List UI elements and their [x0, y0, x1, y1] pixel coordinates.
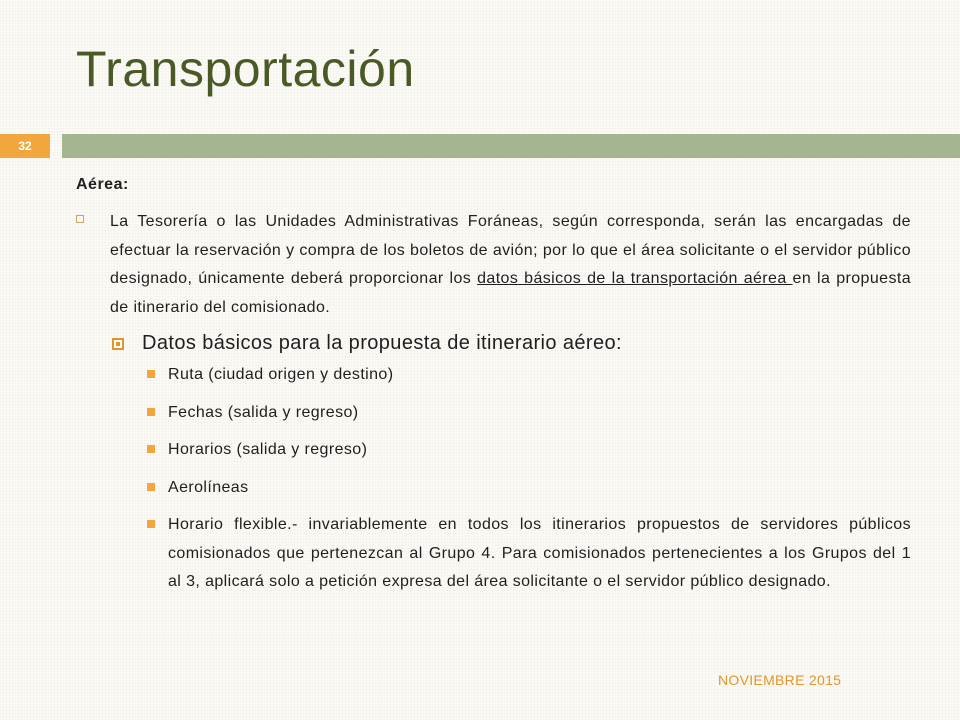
- filled-square-bullet-icon: [147, 520, 155, 528]
- subheading: Datos básicos para la propuesta de itinerario aéreo:: [142, 332, 622, 354]
- paragraph-text-before: La Tesorería o las Unidades Administrativas Foráneas, según corresponda, serán las encargadas de efectuar la reservación y compra de los boletos de avión; por lo que el área solicitante o el servidor público designado, únicamente deberá proporcionar los: [110, 213, 911, 287]
- filled-square-bullet-icon: [147, 445, 155, 453]
- section-label: Aérea:: [76, 176, 129, 193]
- list-item: [76, 436, 911, 465]
- footer-date: NOVIEMBRE 2015: [718, 672, 842, 688]
- header-bar: [62, 134, 960, 158]
- level2-bullet-item: [76, 332, 911, 355]
- list-item-text: Horario flexible.- invariablemente en todos los itinerarios propuestos de servidores públicos comisionados que pertenezcan al Grupo 4. Para comisionados pertenecientes a los Grupos del 1 al 3, aplicará solo a petición expresa del área solicitante o el servidor público designado.: [168, 516, 911, 590]
- slide-number-badge: 32: [0, 134, 50, 158]
- list-item-text: Fechas (salida y regreso): [168, 403, 359, 421]
- hollow-square-bullet-icon: [76, 215, 84, 223]
- filled-square-bullet-icon: [147, 408, 155, 416]
- level1-bullet-item: [76, 208, 911, 322]
- paragraph-underlined-text: datos básicos de la transportación aérea: [477, 270, 793, 287]
- list-item: [76, 474, 911, 503]
- slide-title: Transportación: [76, 41, 415, 97]
- list-item: [76, 511, 911, 597]
- list-item: [76, 399, 911, 428]
- list-item-text: Horarios (salida y regreso): [168, 441, 368, 458]
- filled-square-bullet-icon: [147, 483, 155, 491]
- slide-content: [76, 176, 911, 597]
- filled-square-bullet-icon: [147, 370, 155, 378]
- list-item-text: Ruta (ciudad origen y destino): [168, 366, 394, 383]
- framed-square-bullet-icon: [112, 338, 124, 350]
- main-paragraph: [110, 208, 911, 322]
- list-item-text: Aerolíneas: [168, 478, 249, 496]
- paragraph-text-after: en la propuesta de itinerario del comisionado.: [110, 270, 911, 316]
- list-item: [76, 361, 911, 390]
